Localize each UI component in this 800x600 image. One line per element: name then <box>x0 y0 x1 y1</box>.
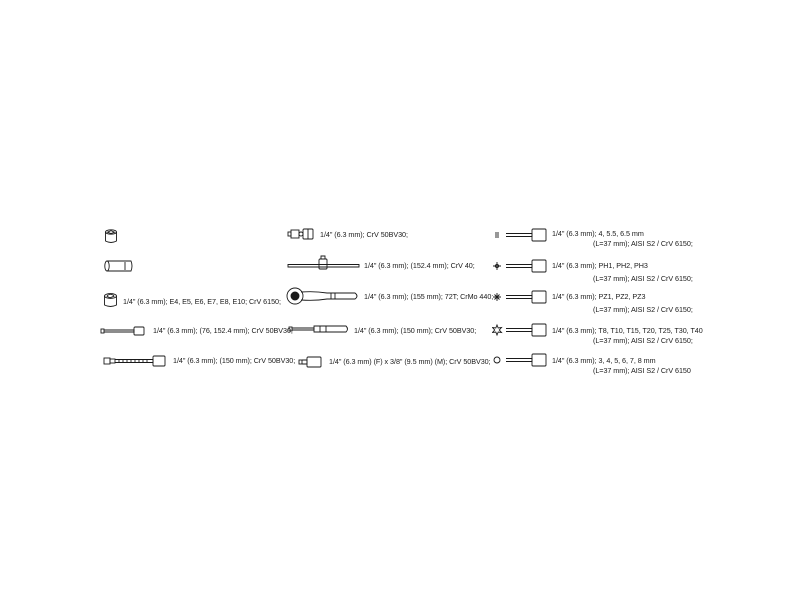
pozidriv-bit-socket-icon <box>492 289 548 305</box>
e-torx-socket-icon <box>103 293 118 308</box>
spec-text-line: 1/4" (6.3 mm); 3, 4, 5, 6, 7, 8 mm <box>552 356 656 365</box>
spec-text-line: (L=37 mm); AISI S2 / CrV 6150; <box>593 305 693 314</box>
spec-text-line: (L=37 mm); AISI S2 / CrV 6150; <box>593 274 693 283</box>
spec-text-line: 1/4" (6.3 mm); E4, E5, E6, E7, E8, E10; CrV 6150; <box>123 297 281 306</box>
spec-text-line: 1/4" (6.3 mm); (150 mm); CrV 50BV30; <box>354 326 477 335</box>
spec-text-line: 1/4" (6.3 mm) (F) x 3/8" (9.5 mm) (M); CrV 50BV30; <box>329 357 491 366</box>
universal-joint-icon <box>287 227 315 241</box>
slotted-bit-socket-icon <box>492 227 548 243</box>
spec-text-line: 1/4" (6.3 mm); CrV 50BV30; <box>320 230 408 239</box>
spec-text-line: 1/4" (6.3 mm); (155 mm); 72T; CrMo 440; <box>364 292 494 301</box>
flexible-extension-icon <box>103 354 167 368</box>
spec-text-line: (L=37 mm); AISI S2 / CrV 6150 <box>593 366 691 375</box>
screwdriver-handle-icon <box>288 322 350 336</box>
hex-bit-socket-icon <box>492 352 548 368</box>
torx-bit-socket-icon <box>492 322 548 338</box>
spec-text-line: 1/4" (6.3 mm); (76, 152.4 mm); CrV 50BV30; <box>153 326 293 335</box>
adapter-icon <box>298 355 324 369</box>
deep-socket-icon <box>104 260 134 272</box>
spec-text-line: 1/4" (6.3 mm); (150 mm); CrV 50BV30; <box>173 356 296 365</box>
phillips-bit-socket-icon <box>492 258 548 274</box>
spec-text-line: 1/4" (6.3 mm); PZ1, PZ2, PZ3 <box>552 292 646 301</box>
spec-text-line: 1/4" (6.3 mm); PH1, PH2, PH3 <box>552 261 648 270</box>
spec-text-line: (L=37 mm); AISI S2 / CrV 6150; <box>593 336 693 345</box>
spec-text-line: (L=37 mm); AISI S2 / CrV 6150; <box>593 239 693 248</box>
spec-text-line: 1/4" (6.3 mm); (152.4 mm); CrV 40; <box>364 261 475 270</box>
ratchet-handle-icon <box>285 285 361 307</box>
short-socket-icon <box>104 229 118 244</box>
extension-bar-icon <box>100 325 146 337</box>
spec-text-line: 1/4" (6.3 mm); T8, T10, T15, T20, T25, T30, T40 <box>552 326 703 335</box>
sliding-t-bar-icon <box>287 255 361 273</box>
spec-text-line: 1/4" (6.3 mm); 4, 5.5, 6.5 mm <box>552 229 644 238</box>
